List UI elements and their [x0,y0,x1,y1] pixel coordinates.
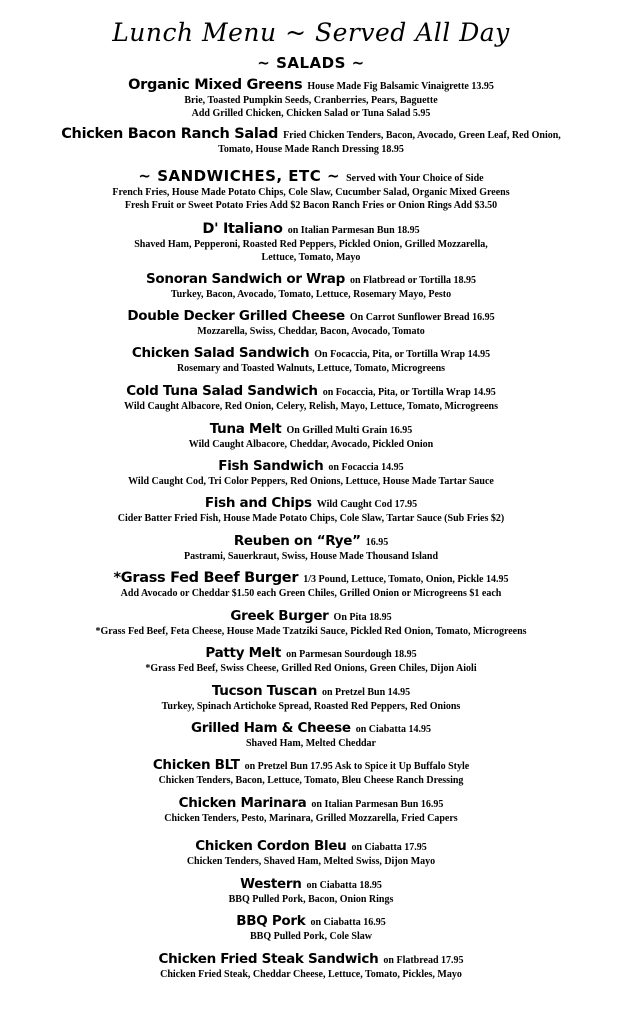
item-tag: on Pretzel Bun 17.95 Ask to Spice it Up Buffalo Style [244,761,470,772]
item-desc: Chicken Tenders, Pesto, Marinara, Grilled Mozzarella, Fried Capers [164,813,458,824]
item-tag: on Focaccia 14.95 [328,462,404,473]
item-tag: on Flatbread or Tortilla 18.95 [349,275,477,286]
item-name: Grilled Ham & Cheese [190,720,351,736]
item-name: Cold Tuna Salad Sandwich [126,383,318,399]
menu-item-bbq-pork [0,913,622,944]
item-name: Greek Burger [230,608,329,624]
sandwiches-heading-text: ~ SANDWICHES, ETC ~ [138,167,341,185]
item-tag: On Grilled Multi Grain 16.95 [286,425,413,436]
item-desc: *Grass Fed Beef, Swiss Cheese, Grilled Red Onions, Green Chiles, Dijon Aioli [145,663,477,674]
menu-item-greek-burger [0,608,622,639]
menu-item-chicken-blt [0,757,622,788]
item-tag: on Focaccia, Pita, or Tortilla Wrap 14.95 [322,387,496,398]
menu-item-chicken-salad-sandwich [0,345,622,376]
item-name: Chicken Fried Steak Sandwich [158,951,379,967]
item-tag: 1/3 Pound, Lettuce, Tomato, Onion, Pickle 14.95 [303,574,509,585]
item-tag: Wild Caught Cod 17.95 [316,499,418,510]
item-desc: Rosemary and Toasted Walnuts, Lettuce, Tomato, Microgreens [176,363,446,374]
menu-item-grass-fed-beef-burger [0,570,622,601]
item-name: Chicken Cordon Bleu [195,838,347,854]
item-desc: Mozzarella, Swiss, Cheddar, Bacon, Avocado, Tomato [197,326,425,337]
item-name: D' Italiano [202,221,283,237]
menu-item-western [0,876,622,907]
menu-item-grilled-ham-cheese [0,720,622,751]
item-tag: on Italian Parmesan Bun 18.95 [287,225,420,236]
item-desc: Add Grilled Chicken, Chicken Salad or Tuna Salad 5.95 [191,107,431,119]
item-tag: House Made Fig Balsamic Vinaigrette 13.95 [307,81,494,92]
item-tag: on Parmesan Sourdough 18.95 [286,649,417,660]
item-desc: Wild Caught Cod, Tri Color Peppers, Red Onions, Lettuce, House Made Tartar Sauce [128,476,494,487]
item-desc: Wild Caught Albacore, Cheddar, Avocado, Pickled Onion [188,439,434,450]
menu-title: Lunch Menu ~ Served All Day [112,18,510,47]
item-name: Western [240,876,302,892]
item-name: Chicken Marinara [178,795,307,811]
menu-item-patty-melt [0,645,622,676]
item-name: Tuna Melt [209,421,282,437]
item-name: Chicken BLT [152,757,240,773]
menu-item-fish-and-chips [0,495,622,526]
menu-item-chicken-cordon-bleu [0,838,622,869]
item-name: Reuben on “Rye” [233,533,361,549]
menu-item-tuna-melt [0,421,622,452]
item-desc: *Grass Fed Beef, Feta Cheese, House Made Tzatziki Sauce, Pickled Red Onion, Tomato, Microgreens [95,626,527,637]
item-tag: On Carrot Sunflower Bread 16.95 [349,312,495,323]
sides-line-1: French Fries, House Made Potato Chips, Cole Slaw, Cucumber Salad, Organic Mixed Greens [112,187,510,198]
item-name: Patty Melt [205,645,282,661]
item-tag: 16.95 [365,537,389,548]
item-desc: Turkey, Bacon, Avocado, Tomato, Lettuce, Rosemary Mayo, Pesto [170,289,452,300]
item-desc: Tomato, House Made Ranch Dressing 18.95 [218,144,404,155]
item-name: Chicken Salad Sandwich [131,345,310,361]
item-desc: BBQ Pulled Pork, Bacon, Onion Rings [228,894,394,905]
menu-item-chicken-fried-steak-sandwich [0,951,622,982]
sandwiches-note: Served with Your Choice of Side [346,173,484,184]
item-desc: BBQ Pulled Pork, Cole Slaw [250,931,372,942]
sandwiches-heading [0,167,622,185]
item-tag: on Flatbread 17.95 [383,955,464,966]
item-tag: on Ciabatta 18.95 [306,880,382,891]
item-tag: on Pretzel Bun 14.95 [322,687,411,698]
item-desc: Chicken Fried Steak, Cheddar Cheese, Lettuce, Tomato, Pickles, Mayo [160,969,462,980]
menu-item-double-decker-grilled-cheese [0,308,622,339]
menu-item-tucson-tuscan [0,683,622,714]
item-desc: Cider Batter Fried Fish, House Made Potato Chips, Cole Slaw, Tartar Sauce (Sub Fries $2) [117,513,505,524]
item-tag: Fried Chicken Tenders, Bacon, Avocado, Green Leaf, Red Onion, [283,130,561,141]
item-tag: On Focaccia, Pita, or Tortilla Wrap 14.95 [314,349,491,360]
menu-item-d-italiano [0,221,622,264]
menu-item-organic-mixed-greens [0,77,622,120]
item-name: Fish Sandwich [218,458,324,474]
item-desc: Brie, Toasted Pumpkin Seeds, Cranberries, Pears, Baguette [184,95,438,106]
menu-item-chicken-marinara [0,795,622,826]
item-name: *Grass Fed Beef Burger [113,570,299,586]
item-desc: Shaved Ham, Melted Cheddar [246,738,376,749]
item-desc: Chicken Tenders, Shaved Ham, Melted Swiss, Dijon Mayo [186,856,436,867]
menu-item-fish-sandwich [0,458,622,489]
item-desc: Lettuce, Tomato, Mayo [261,251,361,263]
item-name: BBQ Pork [236,913,306,929]
item-desc: Chicken Tenders, Bacon, Lettuce, Tomato, Bleu Cheese Ranch Dressing [158,775,464,786]
item-tag: on Italian Parmesan Bun 16.95 [311,799,444,810]
item-tag: on Ciabatta 17.95 [351,842,427,853]
item-desc: Shaved Ham, Pepperoni, Roasted Red Peppers, Pickled Onion, Grilled Mozzarella, [134,239,488,250]
item-tag: on Ciabatta 14.95 [355,724,432,735]
item-desc: Add Avocado or Cheddar $1.50 each Green Chiles, Grilled Onion or Microgreens $1 each [120,588,502,599]
menu-item-sonoran-sandwich [0,271,622,302]
menu-item-reuben [0,533,622,564]
item-desc: Turkey, Spinach Artichoke Spread, Roasted Red Peppers, Red Onions [161,701,461,712]
item-tag: on Ciabatta 16.95 [310,917,386,928]
salads-heading-text: ~ SALADS ~ [257,54,365,72]
item-desc: Pastrami, Sauerkraut, Swiss, House Made Thousand Island [183,551,439,562]
menu-item-cold-tuna-salad-sandwich [0,383,622,414]
item-name: Fish and Chips [204,495,312,511]
salads-heading [0,54,622,72]
item-name: Double Decker Grilled Cheese [127,308,345,324]
item-name: Sonoran Sandwich or Wrap [145,271,345,287]
item-name: Chicken Bacon Ranch Salad [61,126,279,142]
item-tag: On Pita 18.95 [333,612,392,623]
sides-line-2: Fresh Fruit or Sweet Potato Fries Add $2 Bacon Ranch Fries or Onion Rings Add $3.50 [124,200,498,211]
item-name: Tucson Tuscan [211,683,317,699]
item-name: Organic Mixed Greens [128,77,303,93]
menu-item-chicken-bacon-ranch-salad [0,126,622,157]
item-desc: Wild Caught Albacore, Red Onion, Celery, Relish, Mayo, Lettuce, Tomato, Microgreens [124,401,498,412]
